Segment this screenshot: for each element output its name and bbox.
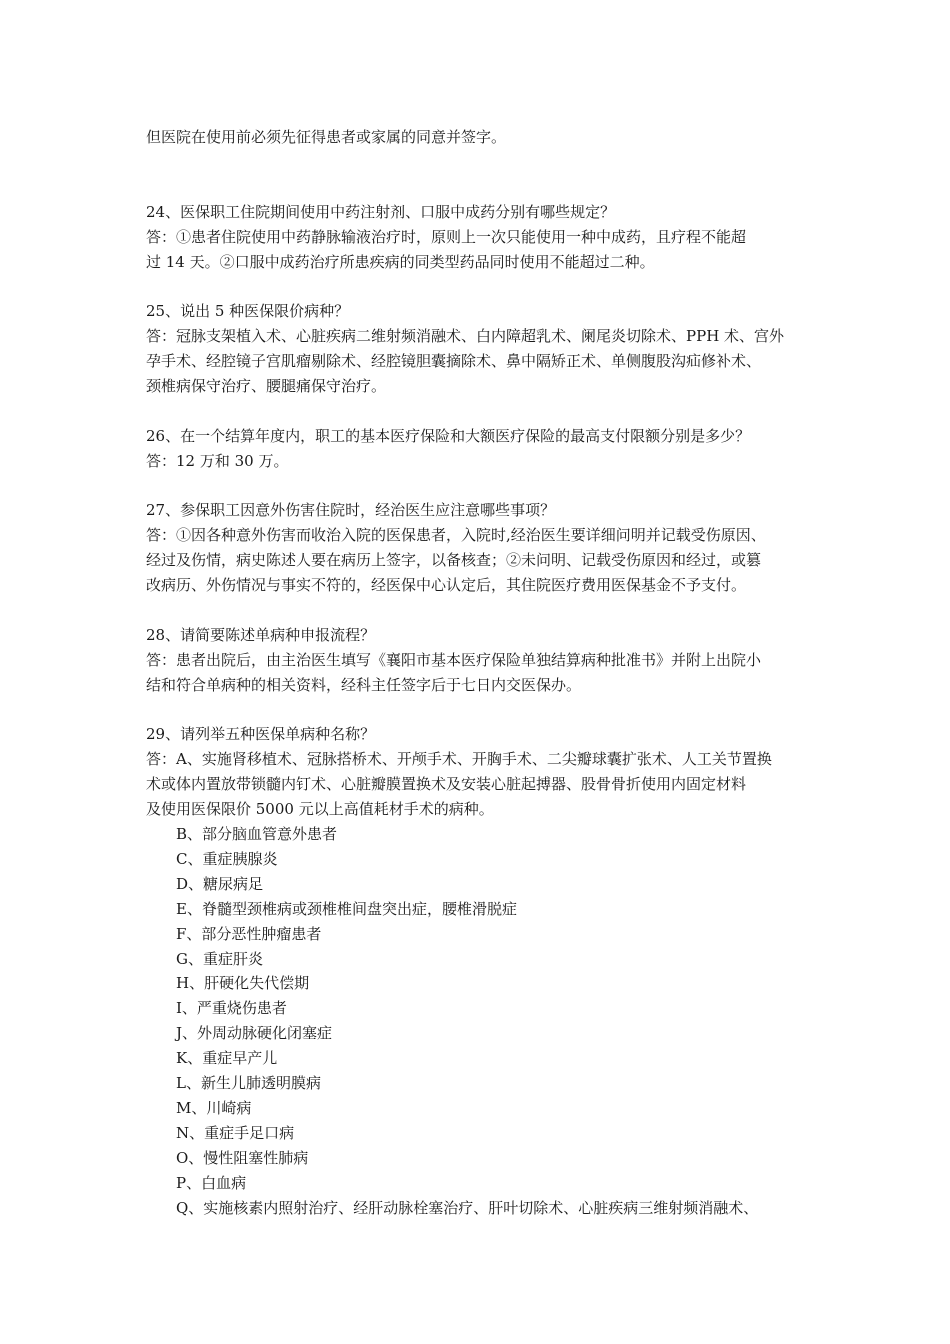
- question-26: 26、在一个结算年度内，职工的基本医疗保险和大额医疗保险的最高支付限额分别是多少？: [146, 427, 751, 445]
- question-29: 29、请列举五种医保单病种名称？: [146, 725, 376, 743]
- list-item: M、川崎病: [176, 1099, 252, 1117]
- answer-27-line-2: 经过及伤情，病史陈述人要在病历上签字，以备核查；②未问明、记载受伤原因和经过，或篡: [146, 551, 762, 569]
- question-25: 25、说出 5 种医保限价病种？: [146, 302, 350, 320]
- list-item: N、重症手足口病: [176, 1124, 295, 1142]
- answer-29-line-1: 答：A、实施肾移植术、冠脉搭桥术、开颅手术、开胸手术、二尖瓣球囊扩张术、人工关节置换: [146, 750, 772, 768]
- answer-27-line-1: 答：①因各种意外伤害而收治入院的医保患者，入院时,经治医生要详细问明并记载受伤原因、: [146, 526, 766, 544]
- list-item: Q、实施核素内照射治疗、经肝动脉栓塞治疗、肝叶切除术、心脏疾病三维射频消融术、: [176, 1199, 759, 1217]
- answer-28-line-2: 结和符合单病种的相关资料，经科主任签字后于七日内交医保办。: [146, 676, 582, 694]
- answer-26-line-1: 答：12 万和 30 万。: [146, 452, 289, 470]
- answer-25-line-3: 颈椎病保守治疗、腰腿痛保守治疗。: [146, 377, 387, 395]
- intro-line: 但医院在使用前必须先征得患者或家属的同意并签字。: [146, 128, 507, 146]
- question-27: 27、参保职工因意外伤害住院时，经治医生应注意哪些事项？: [146, 501, 556, 519]
- question-24: 24、医保职工住院期间使用中药注射剂、口服中成药分别有哪些规定？: [146, 203, 616, 221]
- answer-24-line-2: 过 14 天。②口服中成药治疗所患疾病的同类型药品同时使用不能超过二种。: [146, 253, 655, 271]
- answer-25-line-1: 答：冠脉支架植入术、心脏疾病二维射频消融术、白内障超乳术、阑尾炎切除术、PPH 术、宫外: [146, 327, 785, 345]
- list-item: L、新生儿肺透明膜病: [176, 1074, 321, 1092]
- list-item: G、重症肝炎: [176, 950, 263, 968]
- list-item: D、糖尿病足: [176, 875, 264, 893]
- answer-25-line-2: 孕手术、经腔镜子宫肌瘤剔除术、经腔镜胆囊摘除术、鼻中隔矫正术、单侧腹股沟疝修补术、: [146, 352, 762, 370]
- answer-29-line-2: 术或体内置放带锁髓内钉术、心脏瓣膜置换术及安装心脏起搏器、股骨骨折使用内固定材料: [146, 775, 747, 793]
- list-item: J、外周动脉硬化闭塞症: [176, 1024, 333, 1042]
- answer-29-line-3: 及使用医保限价 5000 元以上高值耗材手术的病种。: [146, 800, 494, 818]
- list-item: K、重症早产儿: [176, 1049, 278, 1067]
- answer-27-line-3: 改病历、外伤情况与事实不符的，经医保中心认定后，其住院医疗费用医保基金不予支付。: [146, 576, 747, 594]
- answer-24-line-1: 答：①患者住院使用中药静脉输液治疗时，原则上一次只能使用一种中成药，且疗程不能超: [146, 228, 747, 246]
- list-item: I、严重烧伤患者: [176, 999, 287, 1017]
- list-item: C、重症胰腺炎: [176, 850, 278, 868]
- list-item: P、白血病: [176, 1174, 247, 1192]
- answer-28-line-1: 答：患者出院后，由主治医生填写《襄阳市基本医疗保险单独结算病种批准书》并附上出院小: [146, 651, 762, 669]
- list-item: E、脊髓型颈椎病或颈椎椎间盘突出症，腰椎滑脱症: [176, 900, 517, 918]
- list-item: H、肝硬化失代偿期: [176, 974, 310, 992]
- list-item: F、部分恶性肿瘤患者: [176, 925, 322, 943]
- question-28: 28、请简要陈述单病种申报流程？: [146, 626, 376, 644]
- list-item: B、部分脑血管意外患者: [176, 825, 338, 843]
- list-item: O、慢性阻塞性肺病: [176, 1149, 309, 1167]
